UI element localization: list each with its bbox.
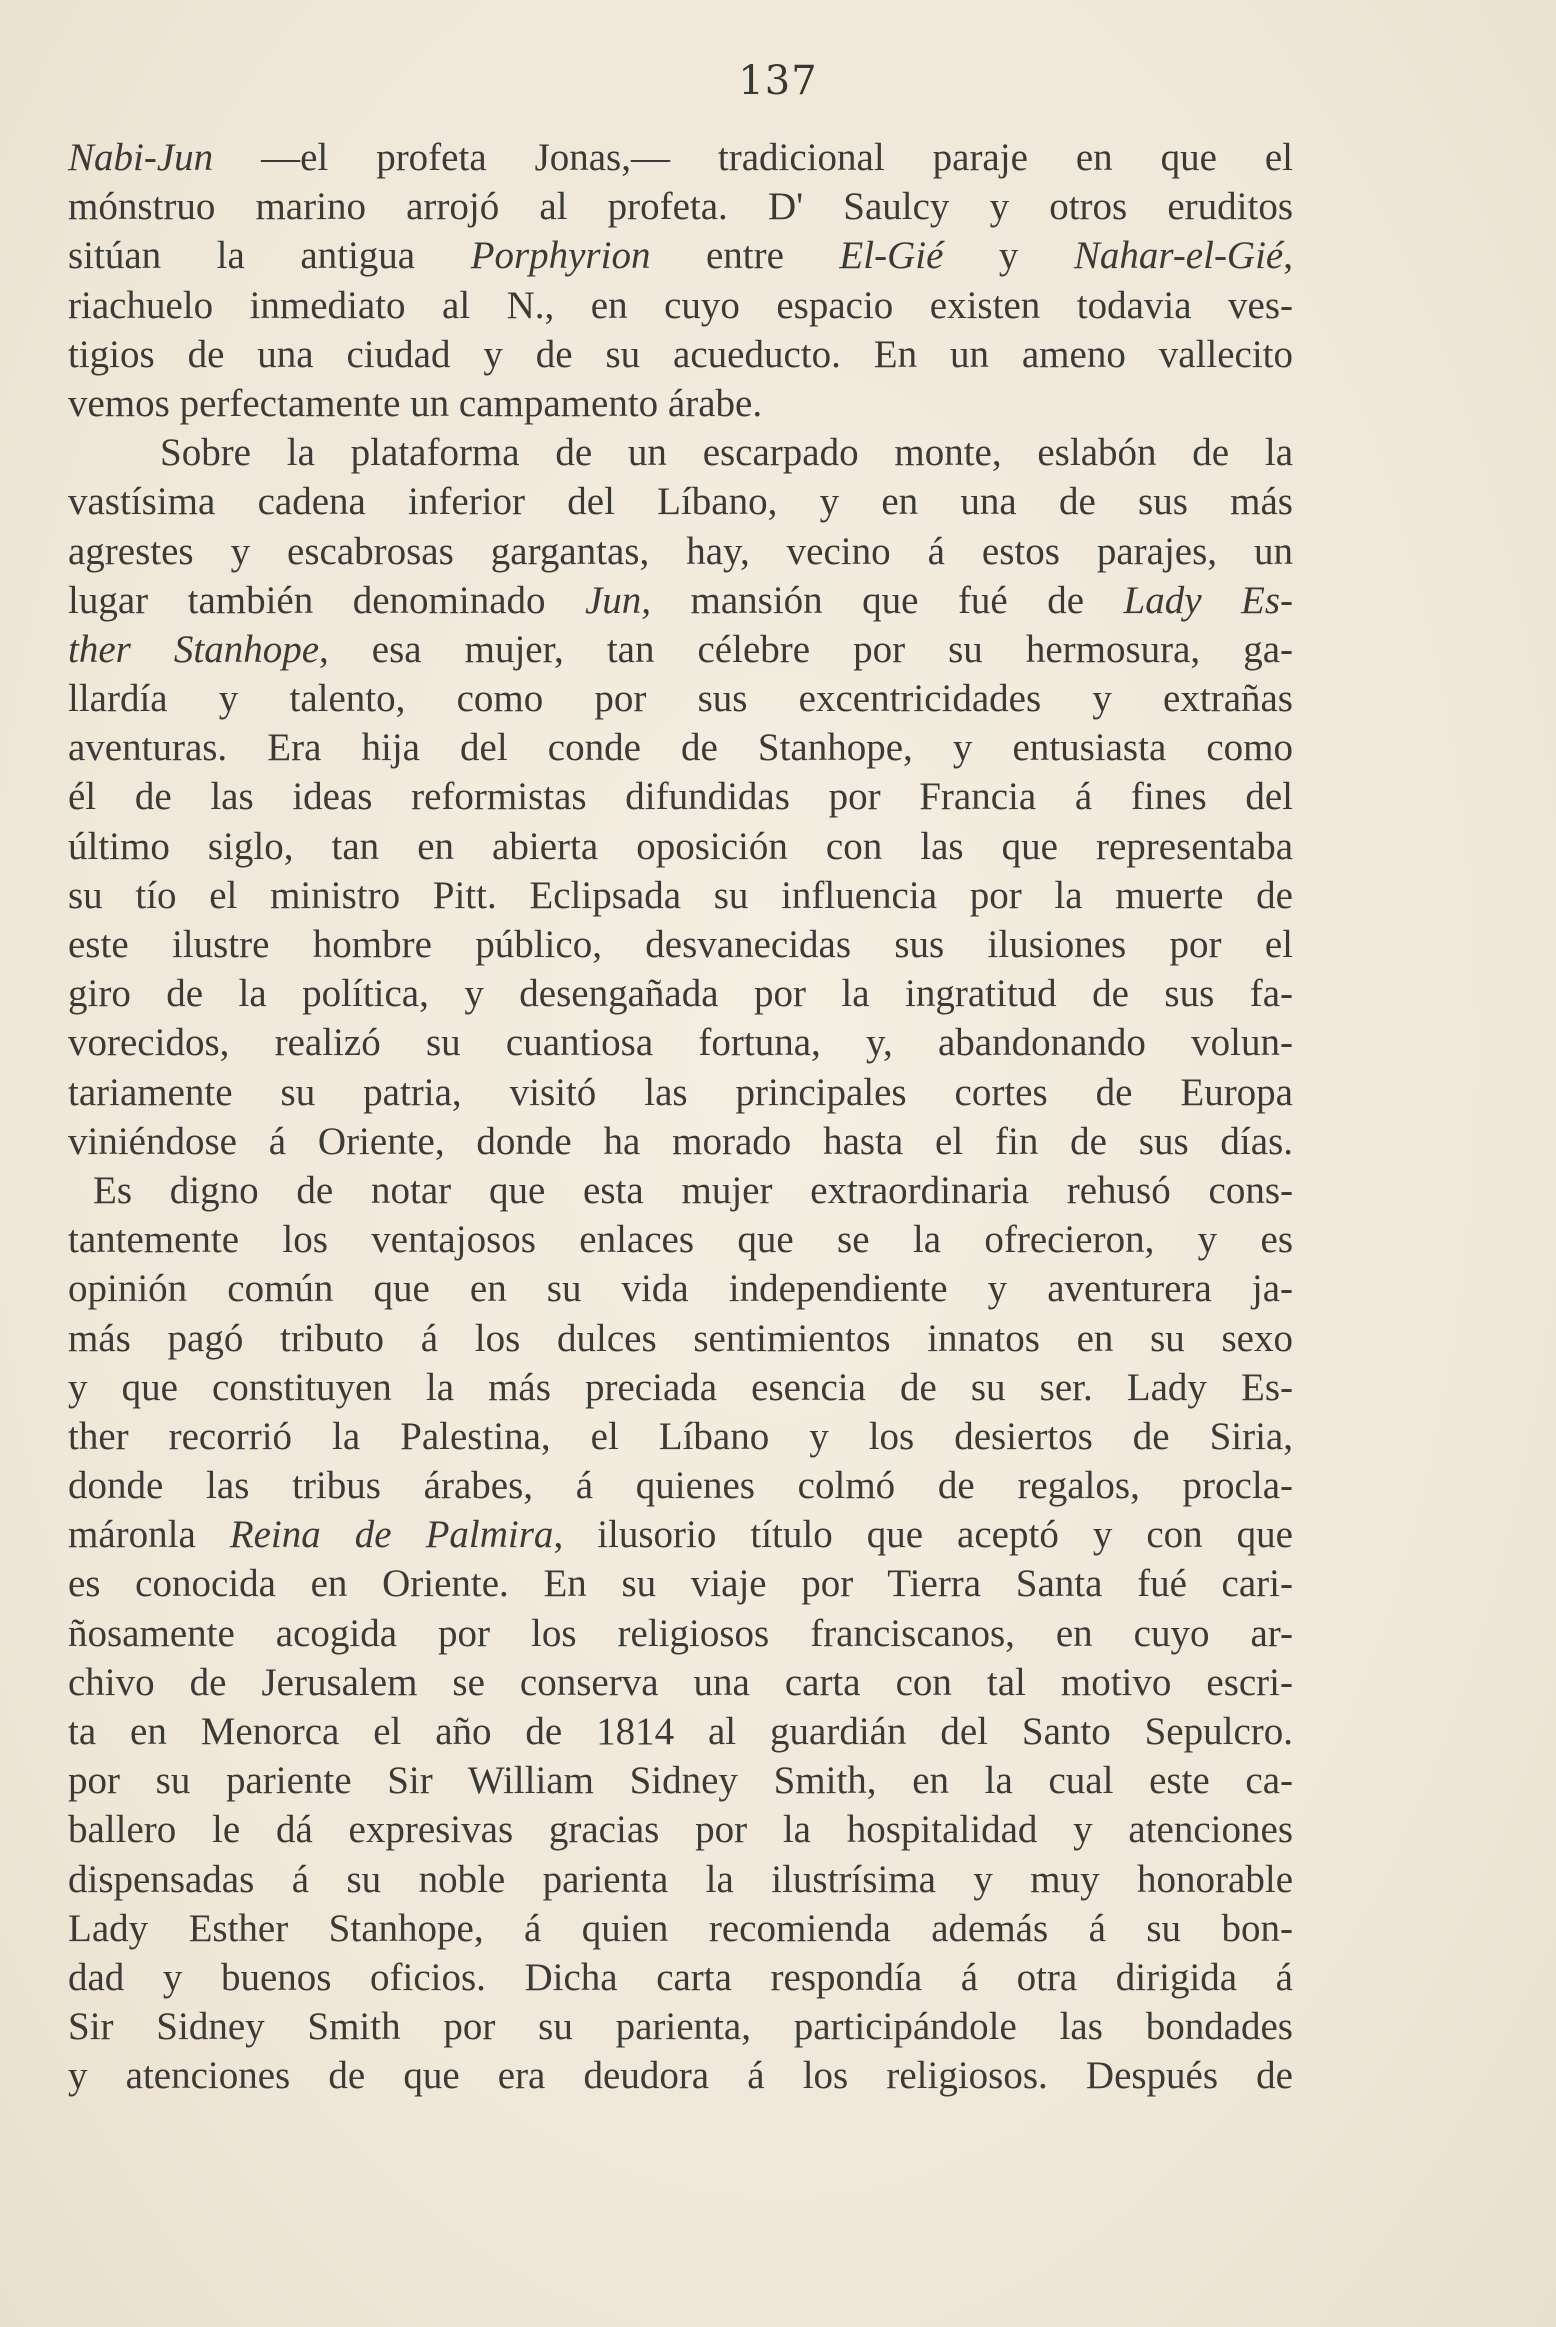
text-line: Sobre la plataforma de un escarpado monte, eslabón de la	[160, 431, 1293, 475]
text-line: máronla Reina de Palmira, ilusorio título que aceptó y con que	[68, 1513, 1293, 1557]
text-line: sitúan la antigua Porphyrion entre El-Gié y Nahar-el-Gié,	[68, 234, 1293, 278]
text-line: Nabi-Jun —el profeta Jonas,— tradicional paraje en que el	[68, 136, 1293, 179]
text-line: Lady Esther Stanhope, á quien recomienda además á su bon-	[68, 1906, 1293, 1950]
text-line: Sir Sidney Smith por su parienta, participándole las bondades	[68, 2005, 1293, 2049]
text-line: y atenciones de que era deudora á los religiosos. Después de	[68, 2054, 1293, 2098]
text-line: mónstruo marino arrojó al profeta. D' Saulcy y otros eruditos	[68, 185, 1293, 229]
text-line: es conocida en Oriente. En su viaje por Tierra Santa fué cari-	[68, 1562, 1293, 1606]
text-line: ther Stanhope, esa mujer, tan célebre por su hermosura, ga-	[68, 627, 1294, 671]
text-line: vemos perfectamente un campamento árabe.	[68, 381, 763, 425]
text-line: último siglo, tan en abierta oposición con las que representaba	[68, 824, 1293, 868]
text-line: vorecidos, realizó su cuantiosa fortuna, y, abandonando volun-	[68, 1021, 1293, 1065]
text-line: dispensadas á su noble parienta la ilustrísima y muy honorable	[68, 1857, 1293, 1901]
text-line: aventuras. Era hija del conde de Stanhope, y entusiasta como	[68, 726, 1293, 770]
text-line: llardía y talento, como por sus excentricidades y extrañas	[68, 677, 1293, 721]
page-number: 137	[738, 58, 818, 104]
text-line: chivo de Jerusalem se conserva una carta con tal motivo escri-	[68, 1660, 1293, 1704]
text-line: ther recorrió la Palestina, el Líbano y los desiertos de Siria,	[68, 1414, 1293, 1458]
text-line: más pagó tributo á los dulces sentimientos innatos en su sexo	[68, 1316, 1293, 1360]
text-line: él de las ideas reformistas difundidas por Francia á fines del	[68, 775, 1293, 819]
text-line: viniéndose á Oriente, donde ha morado hasta el fin de sus días.	[68, 1119, 1293, 1163]
text-line: tigios de una ciudad y de su acueducto. En un ameno vallecito	[68, 332, 1293, 376]
text-line: este ilustre hombre público, desvanecidas sus ilusiones por el	[68, 923, 1293, 966]
text-line: agrestes y escabrosas gargantas, hay, vecino á estos parajes, un	[68, 529, 1293, 573]
text-line: tariamente su patria, visitó las principales cortes de Europa	[68, 1070, 1293, 1114]
text-line: giro de la política, y desengañada por la ingratitud de sus fa-	[68, 972, 1293, 1016]
text-line: riachuelo inmediato al N., en cuyo espacio existen todavia ves-	[68, 283, 1293, 327]
text-line: Es digno de notar que esta mujer extraordinaria rehusó cons-	[93, 1168, 1293, 1212]
text-line: tantemente los ventajosos enlaces que se la ofrecieron, y es	[68, 1218, 1293, 1262]
text-line: ballero le dá expresivas gracias por la hospitalidad y atenciones	[68, 1808, 1293, 1852]
text-line: dad y buenos oficios. Dicha carta respondía á otra dirigida á	[68, 1955, 1293, 1999]
text-line: ta en Menorca el año de 1814 al guardián del Santo Sepulcro.	[68, 1710, 1293, 1753]
text-line: lugar también denominado Jun, mansión que fué de Lady Es-	[68, 578, 1293, 622]
text-line: su tío el ministro Pitt. Eclipsada su influencia por la muerte de	[68, 873, 1293, 917]
text-line: ñosamente acogida por los religiosos franciscanos, en cuyo ar-	[68, 1611, 1293, 1655]
text-line: donde las tribus árabes, á quienes colmó de regalos, procla-	[68, 1464, 1293, 1508]
text-line: vastísima cadena inferior del Líbano, y en una de sus más	[68, 480, 1293, 524]
text-line: opinión común que en su vida independiente y aventurera ja-	[68, 1267, 1293, 1311]
body-text	[68, 133, 1293, 2101]
text-line: por su pariente Sir William Sidney Smith, en la cual este ca-	[68, 1759, 1293, 1803]
text-line: y que constituyen la más preciada esencia de su ser. Lady Es-	[68, 1365, 1293, 1409]
